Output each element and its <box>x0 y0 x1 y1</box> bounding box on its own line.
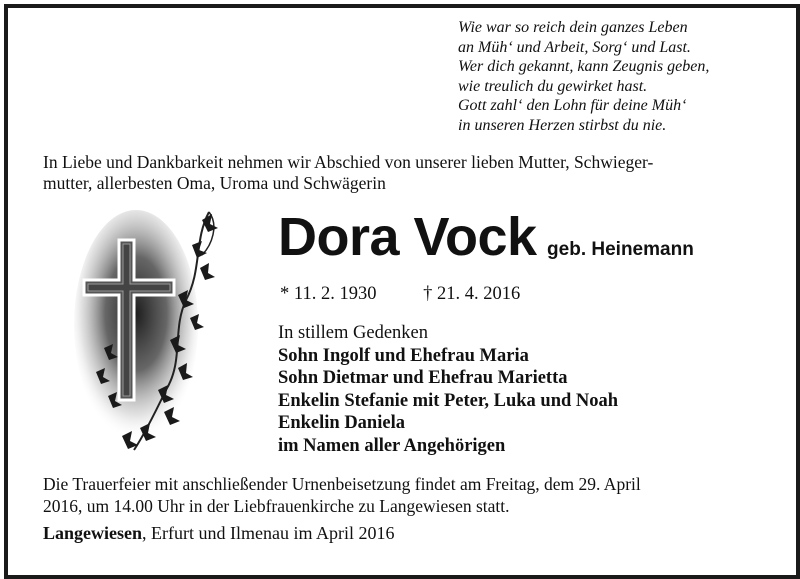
poem-line: wie treulich du gewirket hast. <box>458 77 648 95</box>
cross-with-ivy-icon <box>74 200 224 460</box>
birth-date: * 11. 2. 1930 <box>280 284 377 304</box>
mourner-line: Sohn Ingolf und Ehefrau Maria <box>278 345 529 366</box>
mourners-list <box>278 345 618 458</box>
place-rest: , Erfurt und Ilmenau im April 2016 <box>142 523 395 543</box>
maiden-name: geb. Heinemann <box>547 239 694 260</box>
intro-line: In Liebe und Dankbarkeit nehmen wir Abschied von unserer lieben Mutter, Schwieger- <box>43 152 654 172</box>
funeral-line: 2016, um 14.00 Uhr in der Liebfrauenkirche zu Langewiesen statt. <box>43 496 510 516</box>
mourners-block <box>278 322 618 458</box>
mourner-line: Enkelin Stefanie mit Peter, Luka und Noah <box>278 390 619 411</box>
life-dates <box>280 284 520 305</box>
poem-line: Wer dich gekannt, kann Zeugnis geben, <box>458 58 710 75</box>
place-and-date <box>43 523 394 544</box>
deceased-name-line <box>278 206 694 268</box>
place-town: Langewiesen <box>43 523 142 543</box>
poem <box>458 18 709 135</box>
deceased-name: Dora Vock <box>278 207 537 267</box>
mourner-line: im Namen aller Angehörigen <box>278 435 506 456</box>
funeral-line: Die Trauerfeier mit anschließender Urnenbeisetzung findet am Freitag, dem 29. April <box>43 474 641 494</box>
poem-line: in unseren Herzen stirbst du nie. <box>458 116 667 134</box>
mourner-line: Enkelin Daniela <box>278 413 405 434</box>
funeral-info <box>43 473 763 517</box>
poem-line: an Müh‘ und Arbeit, Sorg‘ und Last. <box>458 38 691 56</box>
mourner-line: Sohn Dietmar und Ehefrau Marietta <box>278 368 568 389</box>
intro-text <box>43 152 763 194</box>
death-date: † 21. 4. 2016 <box>423 284 521 304</box>
intro-line: mutter, allerbesten Oma, Uroma und Schwägerin <box>43 173 386 193</box>
mourners-lead: In stillem Gedenken <box>278 323 429 343</box>
poem-line: Wie war so reich dein ganzes Leben <box>458 19 688 36</box>
poem-line: Gott zahl‘ den Lohn für deine Müh‘ <box>458 97 687 114</box>
cross-with-ivy-icon-graphic <box>74 200 224 460</box>
